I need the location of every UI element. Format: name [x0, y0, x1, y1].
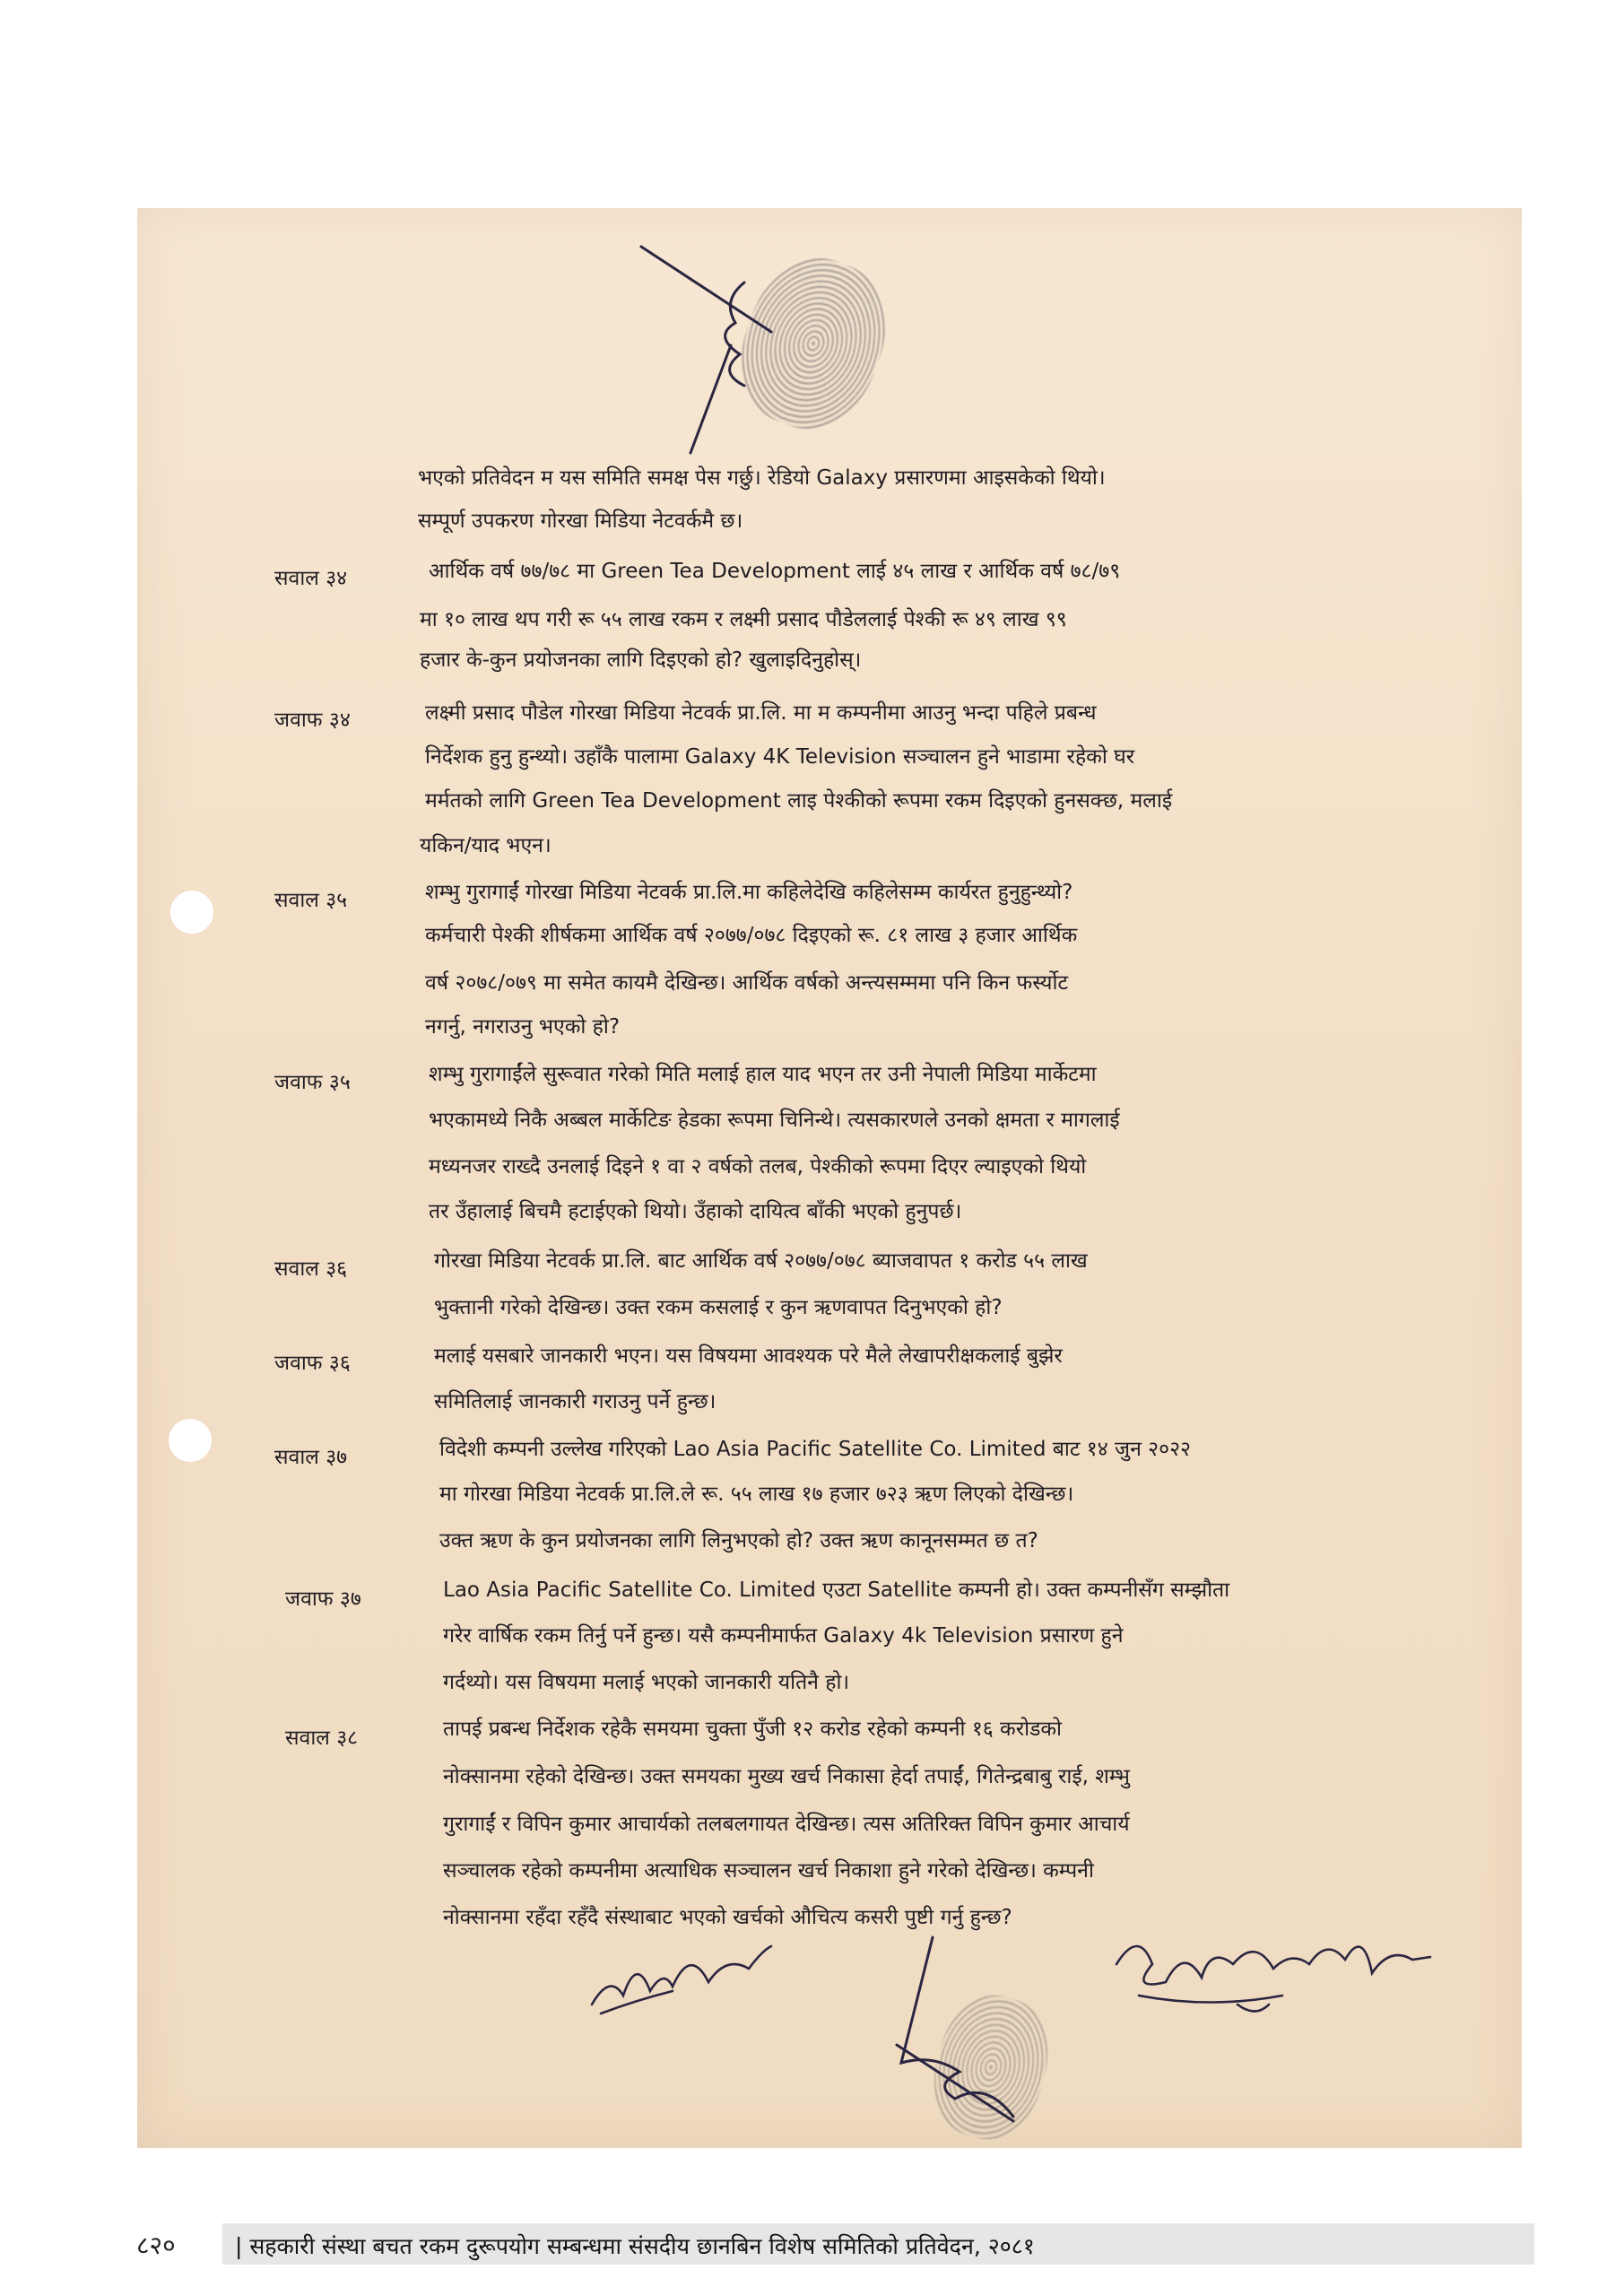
text-line: तर उँहालाई बिचमै हटाईएको थियो। उँहाको दायित्व बाँकी भएको हुनुपर्छ।	[429, 1200, 962, 1223]
text-line: गुरागाईं र विपिन कुमार आचार्यको तलबलगायत देखिन्छ। त्यस अतिरिक्त विपिन कुमार आचार्य	[443, 1813, 1130, 1836]
text-line: Lao Asia Pacific Satellite Co. Limited एउटा Satellite कम्पनी हो। उक्त कम्पनीसँग सम्झौता	[443, 1578, 1230, 1602]
signature-image	[583, 1919, 780, 2027]
signature-image	[1103, 1910, 1435, 2027]
text-line: गरेर वार्षिक रकम तिर्नु पर्ने हुन्छ। यसै कम्पनीमार्फत Galaxy 4k Television प्रसारण हुने	[443, 1624, 1124, 1648]
signature-image	[628, 238, 825, 462]
text-line: उक्त ऋण के कुन प्रयोजनका लागि लिनुभएको हो? उक्त ऋण कानूनसम्मत छ त?	[439, 1529, 1038, 1552]
answer-label: जवाफ ३५	[274, 1071, 351, 1094]
text-line: नोक्सानमा रहेको देखिन्छ। उक्त समयका मुख्य खर्च निकासा हेर्दा तपाईं, गितेन्द्रबाबु राई, शम्भु	[443, 1765, 1130, 1788]
text-line: निर्देशक हुनु हुन्थ्यो। उहाँकै पालामा Galaxy 4K Television सञ्चालन हुने भाडामा रहेको घर	[425, 745, 1135, 769]
text-line: सम्पूर्ण उपकरण गोरखा मिडिया नेटवर्कमै छ।	[418, 509, 743, 533]
text-line: मा गोरखा मिडिया नेटवर्क प्रा.लि.ले रू. ५५ लाख १७ हजार ७२३ ऋण लिएको देखिन्छ।	[439, 1483, 1074, 1506]
text-line: लक्ष्मी प्रसाद पौडेल गोरखा मिडिया नेटवर्क प्रा.लि. मा म कम्पनीमा आउनु भन्दा पहिले प्रबन्ध	[425, 701, 1097, 725]
text-line: मा १० लाख थप गरी रू ५५ लाख रकम र लक्ष्मी प्रसाद पौडेललाई पेश्की रू ४९ लाख ९९	[420, 608, 1067, 631]
answer-label: जवाफ ३६	[274, 1352, 351, 1375]
text-line: यकिन/याद भएन।	[420, 834, 551, 857]
text-line: हजार के-कुन प्रयोजनका लागि दिइएको हो? खुलाइदिनुहोस्।	[420, 648, 862, 672]
question-label: सवाल ३७	[274, 1446, 348, 1469]
punch-hole	[170, 891, 213, 934]
question-label: सवाल ३५	[274, 889, 348, 912]
text-line: वर्ष २०७८/०७९ मा समेत कायमै देखिन्छ। आर्थिक वर्षको अन्त्यसम्ममा पनि किन फर्स्योट	[425, 971, 1069, 995]
signature-image	[879, 1928, 1040, 2126]
text-line: नोक्सानमा रहँदा रहँदै संस्थाबाट भएको खर्चको औचित्य कसरी पुष्टी गर्नु हुन्छ?	[443, 1906, 1012, 1929]
text-line: मर्मतको लागि Green Tea Development लाइ पेश्कीको रूपमा रकम दिइएको हुनसक्छ, मलाई	[425, 789, 1173, 813]
text-line: सञ्चालक रहेको कम्पनीमा अत्याधिक सञ्चालन खर्च निकाशा हुने गरेको देखिन्छ। कम्पनी	[443, 1859, 1094, 1883]
punch-hole	[169, 1419, 212, 1462]
answer-label: जवाफ ३७	[285, 1587, 361, 1611]
text-line: शम्भु गुरागाईं गोरखा मिडिया नेटवर्क प्रा.लि.मा कहिलेदेखि कहिलेसम्म कार्यरत हुनुहुन्थ्यो?	[425, 881, 1073, 904]
text-line: मलाई यसबारे जानकारी भएन। यस विषयमा आवश्यक परे मैले लेखापरीक्षकलाई बुझेर	[434, 1344, 1063, 1368]
text-line: आर्थिक वर्ष ७७/७८ मा Green Tea Development लाई ४५ लाख र आर्थिक वर्ष ७८/७९	[429, 560, 1121, 583]
text-line: मध्यनजर राख्दै उनलाई दिइने १ वा २ वर्षको तलब, पेश्कीको रूपमा दिएर ल्याइएको थियो	[429, 1155, 1087, 1178]
page-number: ८२०	[136, 2231, 176, 2260]
text-line: भुक्तानी गरेको देखिन्छ। उक्त रकम कसलाई र कुन ऋणवापत दिनुभएको हो?	[434, 1296, 1003, 1319]
text-line: शम्भु गुरागाईंले सुरूवात गरेको मिति मलाई हाल याद भएन तर उनी नेपाली मिडिया मार्केटमा	[429, 1063, 1097, 1086]
footer-title: | सहकारी संस्था बचत रकम दुरूपयोग सम्बन्धमा संसदीय छानबिन विशेष समितिको प्रतिवेदन, २०८१	[235, 2233, 1035, 2259]
question-label: सवाल ३४	[274, 567, 348, 590]
text-line: भएको प्रतिवेदन म यस समिति समक्ष पेस गर्छु। रेडियो Galaxy प्रसारणमा आइसकेको थियो।	[418, 466, 1106, 490]
text-line: तापई प्रबन्ध निर्देशक रहेकै समयमा चुक्ता पुँजी १२ करोड रहेको कम्पनी १६ करोडको	[443, 1718, 1063, 1741]
answer-label: जवाफ ३४	[274, 709, 351, 732]
text-line: गर्दथ्यो। यस विषयमा मलाई भएको जानकारी यतिनै हो।	[443, 1671, 850, 1694]
text-line: गोरखा मिडिया नेटवर्क प्रा.लि. बाट आर्थिक वर्ष २०७७/०७८ ब्याजवापत १ करोड ५५ लाख	[434, 1249, 1088, 1273]
text-line: विदेशी कम्पनी उल्लेख गरिएको Lao Asia Pacific Satellite Co. Limited बाट १४ जुन २०२२	[439, 1438, 1191, 1461]
text-line: समितिलाई जानकारी गराउनु पर्ने हुन्छ।	[434, 1390, 716, 1413]
question-label: सवाल ३६	[274, 1257, 348, 1281]
text-line: नगर्नु, नगराउनु भएको हो?	[425, 1015, 621, 1039]
question-label: सवाल ३८	[285, 1726, 359, 1750]
text-line: कर्मचारी पेश्की शीर्षकमा आर्थिक वर्ष २०७७/०७८ दिइएको रू. ८१ लाख ३ हजार आर्थिक	[425, 924, 1078, 947]
text-line: भएकामध्ये निकै अब्बल मार्केटिङ हेडका रूपमा चिनिन्थे। त्यसकारणले उनको क्षमता र मागलाई	[429, 1109, 1120, 1132]
